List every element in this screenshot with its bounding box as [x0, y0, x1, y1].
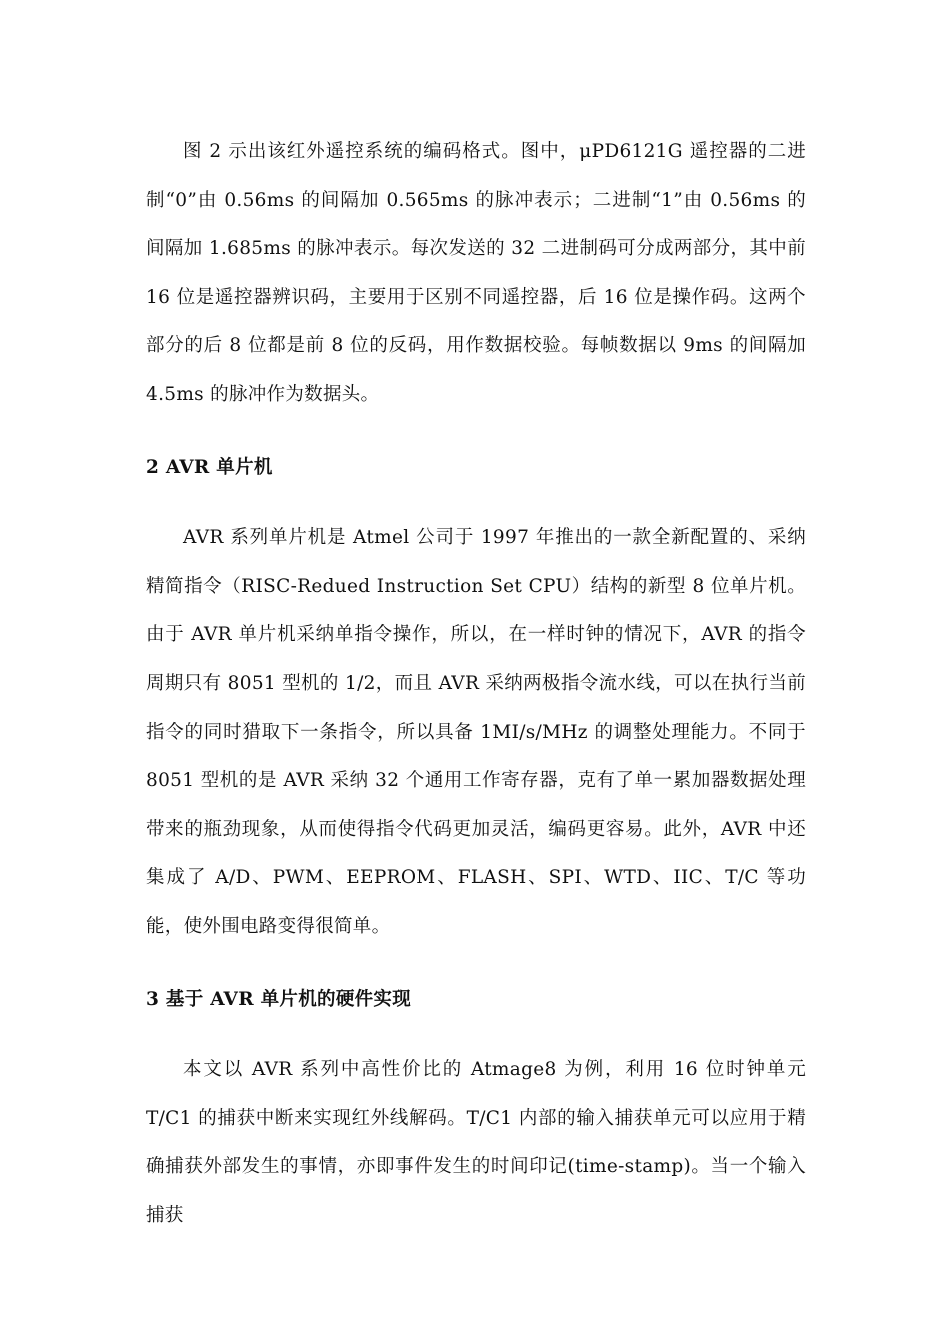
document-page	[146, 128, 806, 1240]
spacer	[146, 492, 806, 514]
spacer	[146, 1024, 806, 1046]
paragraph-avr-description: AVR 系列单片机是 Atmel 公司于 1997 年推出的一款全新配置的、采纳精简指令（RISC-Redued Instruction Set CPU）结构的新型 8 位单片机。由于 AVR 单片机采纳单指令操作，所以，在一样时钟的情况下，AVR 的指令周期只有 8051 型机的 1/2，而且 AVR 采纳两极指令流水线，可以在执行当前指令的同时猎取下一条指令，所以具备 1MI/s/MHz 的调整处理能力。不同于 8051 型机的是 AVR 采纳 32 个通用工作寄存器，克有了单一累加器数据处理带来的瓶劲现象，从而使得指令代码更加灵活，编码更容易。此外，AVR 中还集成了 A/D、PWM、EEPROM、FLASH、SPI、WTD、IIC、T/C 等功能，使外围电路变得很简单。	[146, 527, 806, 937]
paragraph-hardware-implementation: 本文以 AVR 系列中高性价比的 Atmage8 为例，利用 16 位时钟单元 T/C1 的捕获中断来实现红外线解码。T/C1 内部的输入捕获单元可以应用于精确捕获外部发生的事情，亦即事件发生的时间印记(time-stamp)。当一个输入捕获	[146, 1059, 806, 1226]
section-heading-hardware: 3 基于 AVR 单片机的硬件实现	[146, 988, 412, 1010]
spacer	[146, 420, 806, 444]
spacer	[146, 952, 806, 976]
paragraph-ir-encoding: 图 2 示出该红外遥控系统的编码格式。图中，μPD6121G 遥控器的二进制“0”由 0.56ms 的间隔加 0.565ms 的脉冲表示；二进制“1”由 0.56ms 的间隔加 1.685ms 的脉冲表示。每次发送的 32 二进制码可分成两部分，其中前 16 位是遥控器辨识码，主要用于区别不同遥控器，后 16 位是操作码。这两个部分的后 8 位都是前 8 位的反码，用作数据校验。每帧数据以 9ms 的间隔加 4.5ms 的脉冲作为数据头。	[146, 141, 806, 405]
section-heading-avr-mcu: 2 AVR 单片机	[146, 456, 273, 478]
